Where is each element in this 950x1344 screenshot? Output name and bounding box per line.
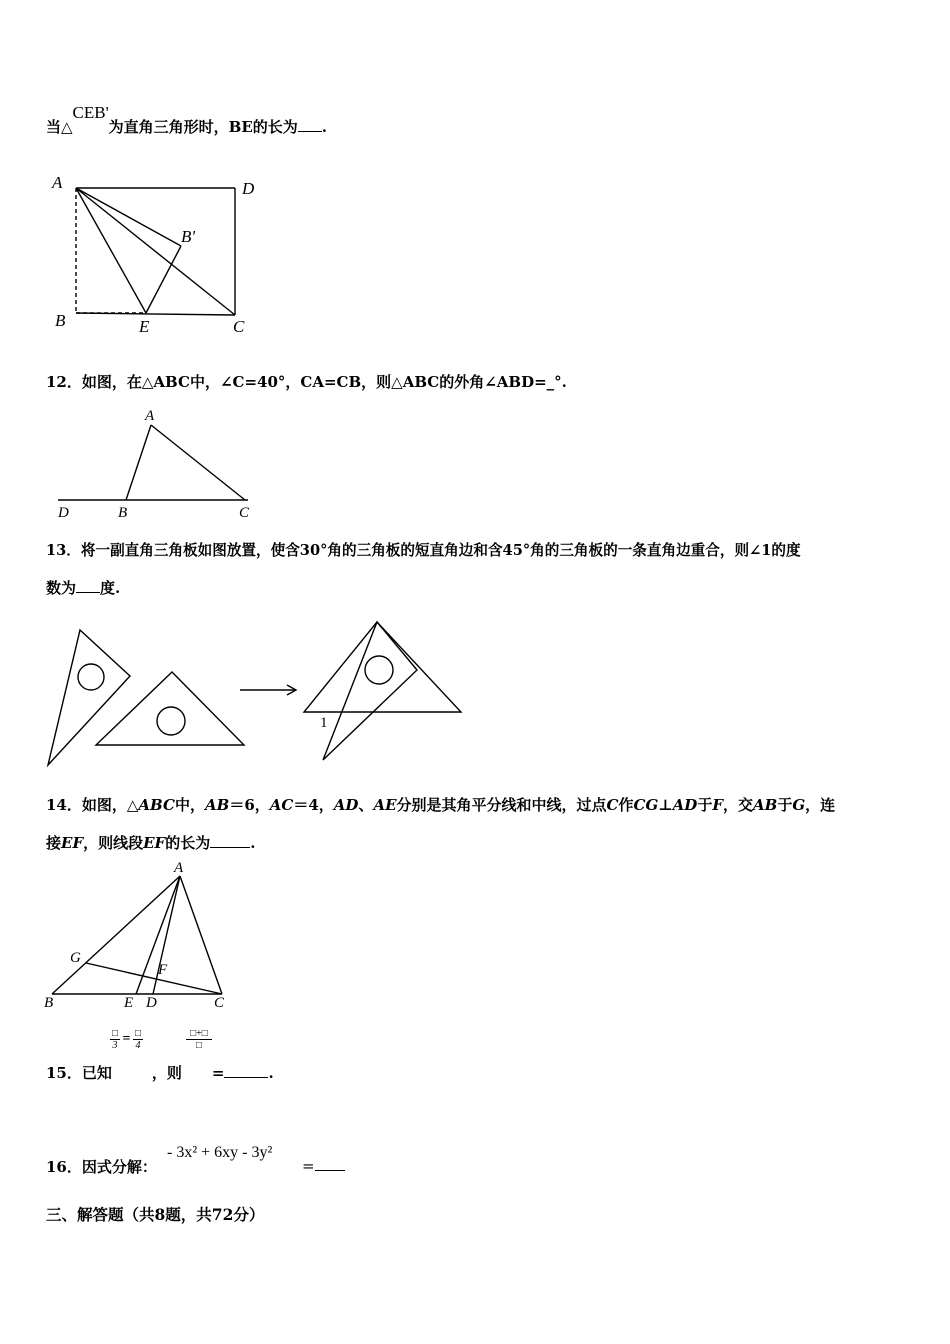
q14-t-k: 分别是其角平分线和中线，过点 [396,796,607,814]
q11-math: CEB' [72,103,109,122]
q14-u-a: 接 [46,834,62,852]
q15-given-fractions [110,1028,143,1051]
q11-label-b: B [55,311,66,330]
q15-prefix: 15．已知 [46,1064,112,1082]
q14-label-b: B [44,995,54,1011]
q13-line2 [46,577,120,598]
q12-label-a: A [145,408,155,424]
q14-line2 [46,832,255,853]
q11-label-a: A [52,173,63,192]
q13-line2-a: 数为 [46,579,77,597]
q11-label-d: D [242,179,255,198]
q14-t-q: 于 [697,796,713,814]
q15-frac1-num: □ [111,1028,119,1039]
q13-line2-b: 度. [100,579,121,597]
q14-t-p: AD [672,796,698,814]
q16-blank [315,1156,345,1171]
q15-mid: ，则 [151,1064,182,1082]
q14-t-s: ，交 [722,796,753,814]
q14-t-m: 作 [618,796,634,814]
q11-suffix: 为直角三角形时，BE的长为 [108,118,298,136]
q14-t-n: CG [633,796,659,814]
q14-label-f: F [158,962,168,978]
q12-label-b: B [118,505,128,521]
q15-frac2-den: 4 [135,1040,141,1051]
q14-label-d: D [146,995,157,1011]
q14-t-f: AC [269,796,294,814]
q15-blank [224,1063,268,1078]
q14-t-d: AB [204,796,230,814]
q14-t-b: ABC [138,796,175,814]
section3-heading: 三、解答题（共8题，共72分） [46,1205,265,1224]
q11-label-c: C [233,317,245,336]
q14-label-g: G [70,950,81,966]
q12-label-d: D [58,505,69,521]
q15-eq: = [211,1064,225,1082]
q15-frac1-den: 3 [112,1040,118,1051]
q14-u-f: . [250,834,256,852]
q14-blank [210,833,250,848]
q14-t-r: F [712,796,723,814]
q14-t-v: G [792,796,806,814]
q14-figure [40,858,240,1013]
q14-t-h: AD [333,796,359,814]
q11-label-bprime: B' [181,227,196,246]
q15-frac2-num: □ [134,1028,141,1039]
q15-equals: = [122,1031,131,1047]
q12-label-c: C [239,505,250,521]
q14-t-g: ＝4， [293,796,334,814]
q16-answer [302,1156,345,1175]
q14-u-c: ，则线段 [83,834,144,852]
q14-label-a: A [174,860,184,876]
q14-t-u: 于 [777,796,793,814]
q15-frac3-num: □+□ [190,1028,208,1039]
q12-text: 12．如图，在△ABC中，∠C=40°，CA=CB，则△ABC的外角∠ABD=_°. [46,373,567,391]
q15-text [46,1062,274,1083]
q14-line1 [46,794,835,815]
q12-figure [50,405,260,520]
q14-t-w: ，连 [805,796,836,814]
q15-target-fraction [186,1028,212,1051]
q16-eq: = [302,1157,315,1175]
q11-blank [298,117,322,132]
q11-end: . [321,118,328,136]
q14-t-c: 中， [174,796,205,814]
q14-u-e: 的长为 [165,834,211,852]
q13-line1: 13．将一副直角三角板如图放置，使含30°角的三角板的短直角边和含45°角的三角板的一条直角边重合，则∠1的度 [46,542,801,559]
q14-label-c: C [214,995,225,1011]
q11-figure [40,170,270,340]
q13-figure [40,620,470,770]
q16-text [46,1156,157,1177]
q13-label-1: 1 [320,715,328,731]
q14-t-e: ＝6， [229,796,270,814]
q16-expr: - 3x² + 6xy - 3y² [167,1144,273,1161]
q14-label-e: E [124,995,134,1011]
q14-t-o: ⊥ [658,796,673,814]
q14-t-j: AE [373,796,397,814]
q13-blank [76,578,100,593]
q16-prefix: 16．因式分解： [46,1158,157,1176]
q11-label-e: E [139,317,150,336]
q14-t-l: C [606,796,619,814]
q14-t-t: AB [753,796,778,814]
q15-end: . [268,1064,274,1082]
q11-prefix: 当△ [46,118,73,136]
q14-t-i: 、 [358,796,374,814]
q14-t-a: 14．如图，△ [46,796,139,814]
q14-u-d: EF [143,834,166,852]
q11-text [46,103,328,137]
q14-u-b: EF [61,834,84,852]
q15-frac3-den: □ [195,1040,203,1051]
